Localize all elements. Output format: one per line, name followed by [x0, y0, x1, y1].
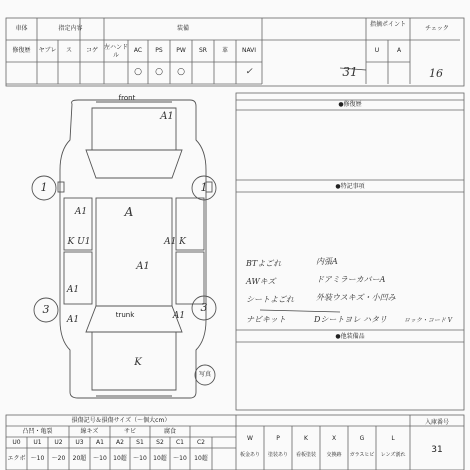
car-diagram: [32, 100, 216, 398]
code-u0: U0: [12, 439, 21, 446]
col-sr: SR: [199, 47, 207, 54]
footer-group-corrosion: 腐食: [163, 428, 176, 435]
tire-fl: 1: [40, 181, 48, 194]
desc-l: レンズ割れ: [380, 452, 406, 458]
col-ac: AC: [133, 47, 143, 54]
mark-pw: ○: [177, 67, 185, 77]
header-vehicle: 車体: [15, 25, 28, 32]
note-line-8: Dシートヨレ ハタリ: [314, 315, 387, 324]
size-c2: 10超: [194, 455, 208, 462]
note-line-3: AWキズ: [246, 277, 276, 286]
size-a2: 10超: [113, 455, 127, 462]
size-u0: エクボ: [7, 455, 26, 462]
photo-label: 写真: [198, 371, 211, 378]
notes-special-title: ●特記事項: [335, 183, 365, 190]
note-line-9: ロック・コード V: [404, 317, 453, 324]
code-c2: C2: [196, 439, 205, 446]
letter-l: L: [391, 435, 395, 442]
dmg-rr-quarter: A1: [172, 311, 186, 321]
dmg-fl-door: A1: [74, 207, 88, 217]
size-a1: 〜10: [93, 455, 107, 462]
tire-rr: 3: [200, 301, 208, 314]
letter-g: G: [359, 435, 365, 442]
points-u: U: [374, 47, 380, 54]
col-pw: PW: [176, 47, 186, 54]
desc-x: 交換跡: [326, 452, 342, 458]
notes-repair-title: ●修復歴: [338, 101, 362, 108]
col-burn: コゲ: [85, 47, 98, 54]
dmg-fr-side: A1 K: [164, 237, 186, 247]
note-line-1: BTよごれ: [246, 259, 282, 268]
desc-k: 看板塗装: [295, 452, 316, 458]
note-line-5: シートよごれ: [246, 295, 294, 304]
size-s1: 〜10: [133, 455, 147, 462]
letter-w: W: [247, 435, 253, 442]
footer-group-rust: サビ: [123, 428, 136, 435]
dmg-fl-side: K U1: [67, 237, 91, 247]
size-c1: 〜10: [173, 455, 187, 462]
col-leather: 革: [221, 47, 228, 54]
footer-score: 31: [431, 445, 443, 455]
tire-fr: 1: [200, 181, 208, 194]
code-u3: U3: [75, 439, 84, 446]
letter-k: K: [304, 435, 308, 442]
header-spec: 指定内容: [58, 25, 83, 32]
code-c1: C1: [175, 439, 184, 446]
dmg-trunk: K: [134, 357, 142, 368]
dmg-rl-quarter: A1: [66, 315, 80, 325]
footer-group-dent: 凸凹・亀裂: [22, 428, 53, 435]
header-points-title: 指摘ポイント: [369, 21, 406, 28]
note-line-4: ドアミラーカバーA: [316, 275, 386, 284]
size-u3: 20超: [72, 455, 87, 462]
dmg-hood: A1: [160, 111, 174, 122]
dmg-roof-2: A1: [136, 261, 150, 272]
desc-p: 塗装あり: [267, 452, 288, 458]
dmg-roof: A: [124, 205, 134, 219]
code-a1: A1: [96, 439, 104, 446]
code-a2: A2: [116, 439, 124, 446]
letter-x: X: [331, 435, 337, 442]
letter-p: P: [276, 435, 280, 442]
note-line-6: 外装ウスキズ・小凹み: [316, 293, 396, 302]
footer-group-scratch: 線キズ: [80, 428, 99, 435]
footer-score-title: 入庫番号: [424, 419, 449, 426]
col-tear: ヤブレ: [38, 47, 57, 54]
dmg-rl-door: A1: [66, 285, 80, 295]
header-equipment: 装備: [176, 25, 189, 32]
col-navi: NAVI: [241, 47, 257, 54]
mark-ps: ○: [155, 67, 163, 77]
code-s1: S1: [136, 439, 144, 446]
col-scratch: ス: [65, 47, 72, 54]
label-front: front: [118, 94, 136, 102]
col-lhd: 左ハンドル: [104, 44, 129, 59]
size-s2: 10超: [153, 455, 167, 462]
notes-other-title: ●他装備品: [335, 333, 365, 340]
mark-ac: ○: [134, 67, 142, 77]
code-s2: S2: [156, 439, 164, 446]
code-u1: U1: [33, 439, 42, 446]
hw-16: 16: [429, 67, 443, 80]
desc-g: ガラスヒビ: [349, 452, 375, 458]
size-u2: 〜20: [51, 455, 66, 462]
mark-navi: ✓: [245, 67, 253, 77]
col-repair: 修復歴: [12, 47, 31, 54]
code-u2: U2: [54, 439, 63, 446]
note-line-2: 内張A: [316, 257, 338, 266]
col-ps: PS: [155, 47, 163, 54]
tire-rl: 3: [42, 303, 50, 316]
hw-31: 31: [342, 65, 358, 79]
footer-title: 損傷記号＆損傷サイズ（〜個大cm）: [71, 417, 171, 424]
note-line-7: ナビキット: [246, 315, 286, 324]
desc-w: 板金あり: [239, 452, 260, 458]
label-trunk: trunk: [115, 311, 135, 319]
points-a: A: [396, 47, 402, 54]
header-check: チェック: [425, 25, 449, 32]
size-u1: 〜10: [30, 455, 45, 462]
